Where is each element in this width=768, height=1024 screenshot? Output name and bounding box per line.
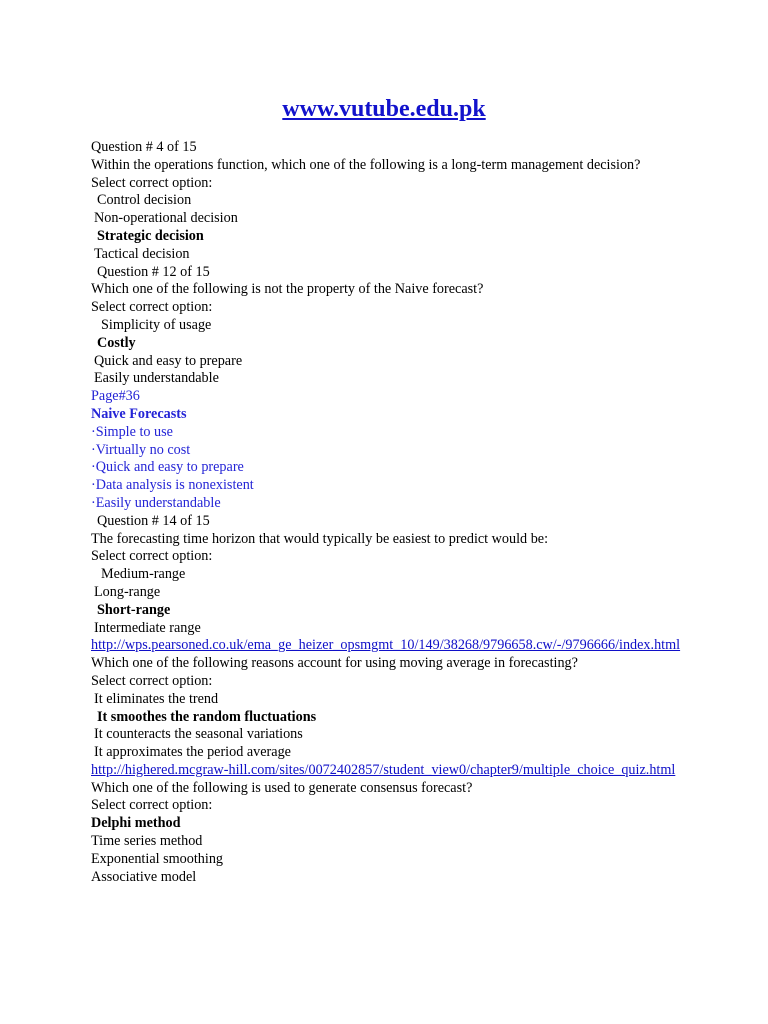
question-text: Within the operations function, which one of the following is a long-term management decision?	[91, 156, 641, 173]
correct-option: Delphi method	[91, 815, 181, 832]
source-link[interactable]: http://highered.mcgraw-hill.com/sites/0072402857/student_view0/chapter9/multiple_choice_quiz.html	[91, 761, 676, 778]
select-prompt: Select correct option:	[91, 174, 213, 191]
reference-heading: Naive Forecasts	[91, 405, 187, 422]
reference-bullet: ·Quick and easy to prepare	[91, 459, 244, 476]
option: It counteracts the seasonal variations	[94, 726, 303, 743]
option: Easily understandable	[94, 370, 219, 387]
select-prompt: Select correct option:	[91, 299, 213, 316]
reference-bullet: ·Data analysis is nonexistent	[91, 477, 254, 494]
document-content	[91, 139, 691, 886]
option: Associative model	[91, 868, 197, 885]
source-link[interactable]: http://wps.pearsoned.co.uk/ema_ge_heizer_opsmgmt_10/149/38268/9796658.cw/-/9796666/index.html	[91, 637, 681, 654]
select-prompt: Select correct option:	[91, 797, 213, 814]
option: It eliminates the trend	[94, 690, 219, 707]
question-number: Question # 12 of 15	[97, 263, 210, 280]
question-text: The forecasting time horizon that would typically be easiest to predict would be:	[91, 530, 549, 547]
option: It approximates the period average	[94, 744, 291, 761]
option: Intermediate range	[94, 619, 201, 636]
question-text: Which one of the following is used to generate consensus forecast?	[91, 779, 473, 796]
option: Long-range	[94, 583, 161, 600]
option: Time series method	[91, 833, 203, 850]
question-number: Question # 4 of 15	[91, 139, 197, 155]
reference-bullet: ·Easily understandable	[91, 494, 221, 511]
option: Medium-range	[101, 566, 186, 583]
option: Non-operational decision	[94, 210, 238, 227]
question-text: Which one of the following reasons account for using moving average in forecasting?	[91, 655, 578, 672]
reference-page: Page#36	[91, 388, 140, 405]
select-prompt: Select correct option:	[91, 672, 213, 689]
correct-option: Short-range	[97, 601, 171, 618]
question-text: Which one of the following is not the property of the Naive forecast?	[91, 281, 484, 298]
select-prompt: Select correct option:	[91, 548, 213, 565]
correct-option: Strategic decision	[97, 227, 204, 244]
option: Tactical decision	[94, 245, 190, 262]
correct-option: It smoothes the random fluctuations	[97, 708, 317, 725]
option: Exponential smoothing	[91, 850, 224, 867]
site-link[interactable]: www.vutube.edu.pk	[282, 96, 486, 122]
reference-bullet: ·Virtually no cost	[91, 441, 191, 458]
option: Simplicity of usage	[101, 316, 212, 333]
site-title	[0, 92, 768, 126]
reference-bullet: ·Simple to use	[91, 423, 173, 440]
question-number: Question # 14 of 15	[97, 512, 210, 529]
option: Quick and easy to prepare	[94, 352, 243, 369]
correct-option: Costly	[97, 334, 136, 351]
option: Control decision	[97, 192, 192, 209]
